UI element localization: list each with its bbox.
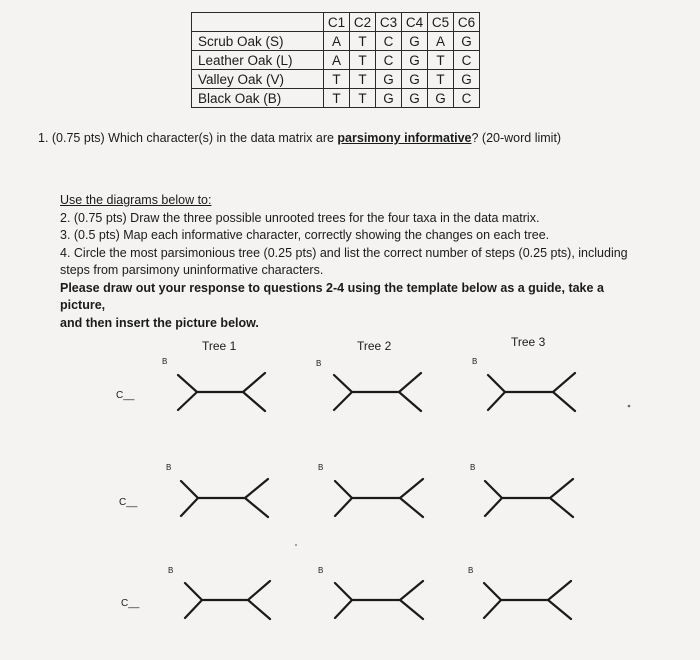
question-1-prefix: 1. (0.75 pts) Which character(s) in the data matrix are <box>38 131 338 145</box>
matrix-cell: T <box>350 32 376 51</box>
tree-taxon-label: B <box>168 566 174 575</box>
instructions-heading: Use the diagrams below to: <box>60 193 212 207</box>
matrix-cell: T <box>350 51 376 70</box>
matrix-taxon-name: Scrub Oak (S) <box>192 32 324 51</box>
matrix-column-header: C3 <box>376 13 402 32</box>
matrix-cell: G <box>376 89 402 108</box>
tree-2-title: Tree 2 <box>357 339 392 353</box>
tree-template-row1-col1 <box>178 373 265 411</box>
tree-taxon-label: B <box>468 566 474 575</box>
question-1-suffix: ? (20-word limit) <box>471 131 562 145</box>
matrix-cell: T <box>324 89 350 108</box>
matrix-cell: G <box>454 70 480 89</box>
matrix-cell: C <box>376 32 402 51</box>
matrix-cell: T <box>350 70 376 89</box>
matrix-cell: C <box>454 89 480 108</box>
matrix-cell: G <box>454 32 480 51</box>
matrix-cell: G <box>402 51 428 70</box>
tree-1-title: Tree 1 <box>202 339 237 353</box>
matrix-cell: T <box>324 70 350 89</box>
matrix-column-header: C1 <box>324 13 350 32</box>
matrix-cell: A <box>324 51 350 70</box>
matrix-cell: A <box>324 32 350 51</box>
tree-taxon-label: B <box>162 357 168 366</box>
tree-template-row2-col1 <box>181 479 268 517</box>
matrix-cell: G <box>428 89 454 108</box>
tree-template-row1-col3 <box>488 373 575 411</box>
matrix-column-header: C4 <box>402 13 428 32</box>
character-label: C__ <box>119 497 138 508</box>
tree-template-row3-col3 <box>484 581 571 619</box>
matrix-cell: T <box>428 51 454 70</box>
instruction-item: 2. (0.75 pts) Draw the three possible unrooted trees for the four taxa in the data matrix. <box>60 210 540 225</box>
tree-template-row2-col2 <box>335 479 423 517</box>
instruction-item: steps from parsimony uninformative characters. <box>60 263 324 277</box>
tree-template-row1-col2 <box>334 373 421 411</box>
tree-taxon-label: B <box>470 463 476 472</box>
tree-template-row3-col2 <box>335 581 423 619</box>
instruction-item: 3. (0.5 pts) Map each informative character, correctly showing the changes on each tree. <box>60 228 550 242</box>
matrix-taxon-name: Leather Oak (L) <box>192 51 324 70</box>
tree-taxon-label: B <box>316 359 322 368</box>
tree-template-row3-col1 <box>185 581 270 619</box>
instruction-note: and then insert the picture below. <box>60 315 259 330</box>
character-label: C__ <box>121 598 140 609</box>
speck-mark <box>295 544 297 546</box>
matrix-cell: G <box>376 70 402 89</box>
matrix-cell: C <box>376 51 402 70</box>
matrix-column-header: C5 <box>428 13 454 32</box>
matrix-column-header: C2 <box>350 13 376 32</box>
matrix-cell: T <box>350 89 376 108</box>
character-label: C__ <box>116 390 135 401</box>
speck-mark <box>628 405 631 408</box>
matrix-cell: T <box>428 70 454 89</box>
instruction-item: 4. Circle the most parsimonious tree (0.25 pts) and list the correct number of steps (0.25 pts), including <box>60 245 628 260</box>
matrix-cell: G <box>402 89 428 108</box>
tree-template-row2-col3 <box>485 479 573 517</box>
tree-taxon-label: B <box>472 357 478 366</box>
matrix-cell: G <box>402 32 428 51</box>
tree-3-title: Tree 3 <box>511 335 546 349</box>
matrix-taxon-name: Valley Oak (V) <box>192 70 324 89</box>
tree-taxon-label: B <box>318 463 324 472</box>
tree-taxon-label: B <box>166 463 172 472</box>
matrix-column-header: C6 <box>454 13 480 32</box>
matrix-cell: C <box>454 51 480 70</box>
matrix-taxon-name: Black Oak (B) <box>192 89 324 108</box>
instruction-note: Please draw out your response to questions 2-4 using the template below as a guide, take a picture, <box>60 280 604 312</box>
tree-taxon-label: B <box>318 566 324 575</box>
matrix-cell: A <box>428 32 454 51</box>
matrix-cell: G <box>402 70 428 89</box>
question-1-emphasis: parsimony informative <box>337 131 472 145</box>
